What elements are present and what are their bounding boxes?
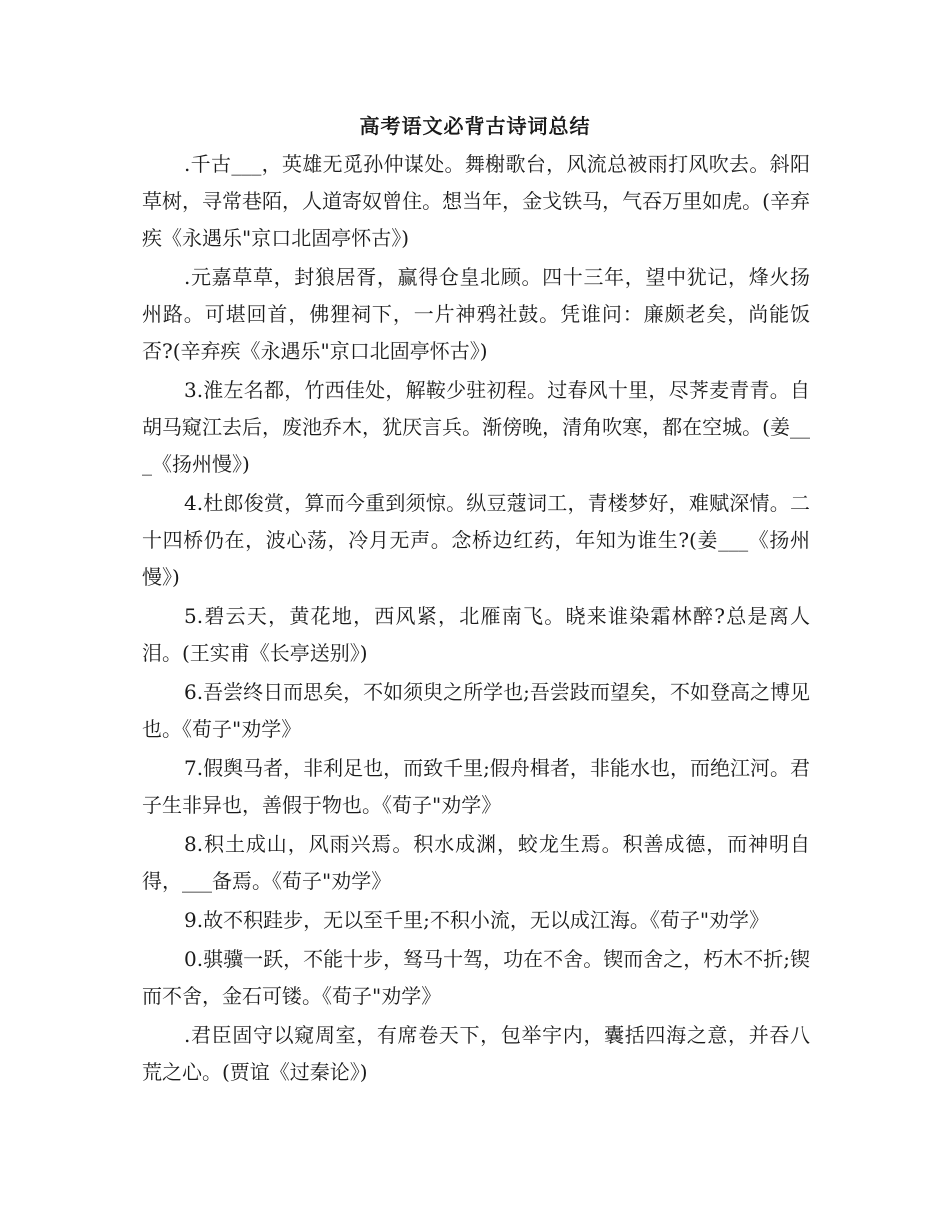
- page-title: 高考语文必背古诗词总结: [359, 114, 591, 138]
- paragraph: 9.故不积跬步，无以至千里;不积小流，无以成江海。《荀子"劝学》: [184, 908, 770, 932]
- paragraph: 3.淮左名都，竹西佳处，解鞍少驻初程。过春风十里，尽荠麦青青。自胡马窥江去后，废池乔木，犹厌言兵。渐傍晚，清角吹寒，都在空城。(姜___《扬州慢》): [142, 378, 810, 476]
- paragraph: .千古___，英雄无觅孙仲谋处。舞榭歌台，风流总被雨打风吹去。斜阳草树，寻常巷陌，人道寄奴曾住。想当年，金戈铁马，气吞万里如虎。(辛弃疾《永遇乐"京口北固亭怀古》): [142, 152, 810, 250]
- paragraph: 6.吾尝终日而思矣，不如须臾之所学也;吾尝跂而望矣，不如登高之博见也。《荀子"劝学》: [142, 680, 810, 741]
- paragraph: .元嘉草草，封狼居胥，赢得仓皇北顾。四十三年，望中犹记，烽火扬州路。可堪回首，佛狸祠下，一片神鸦社鼓。凭谁问：廉颇老矣，尚能饭否?(辛弃疾《永遇乐"京口北固亭怀古》): [142, 265, 810, 363]
- paragraph: 4.杜郎俊赏，算而今重到须惊。纵豆蔻词工，青楼梦好，难赋深情。二十四桥仍在，波心荡，冷月无声。念桥边红药，年知为谁生?(姜___《扬州慢》): [142, 491, 810, 589]
- paragraph: 8.积土成山，风雨兴焉。积水成渊，蛟龙生焉。积善成德，而神明自得，___备焉。《荀子"劝学》: [142, 832, 810, 893]
- paragraph: 7.假舆马者，非利足也，而致千里;假舟楫者，非能水也，而绝江河。君子生非异也，善假于物也。《荀子"劝学》: [142, 756, 810, 817]
- paragraph: 0.骐骥一跃，不能十步，驽马十驾，功在不舍。锲而舍之，朽木不折;锲而不舍，金石可镂。《荀子"劝学》: [142, 947, 810, 1008]
- paragraph: .君臣固守以窥周室，有席卷天下，包举宇内，囊括四海之意，并吞八荒之心。(贾谊《过秦论》): [142, 1023, 810, 1084]
- document-body: [142, 146, 810, 1093]
- paragraph: 5.碧云天，黄花地，西风紧，北雁南飞。晓来谁染霜林醉?总是离人泪。(王实甫《长亭送别》): [142, 604, 810, 665]
